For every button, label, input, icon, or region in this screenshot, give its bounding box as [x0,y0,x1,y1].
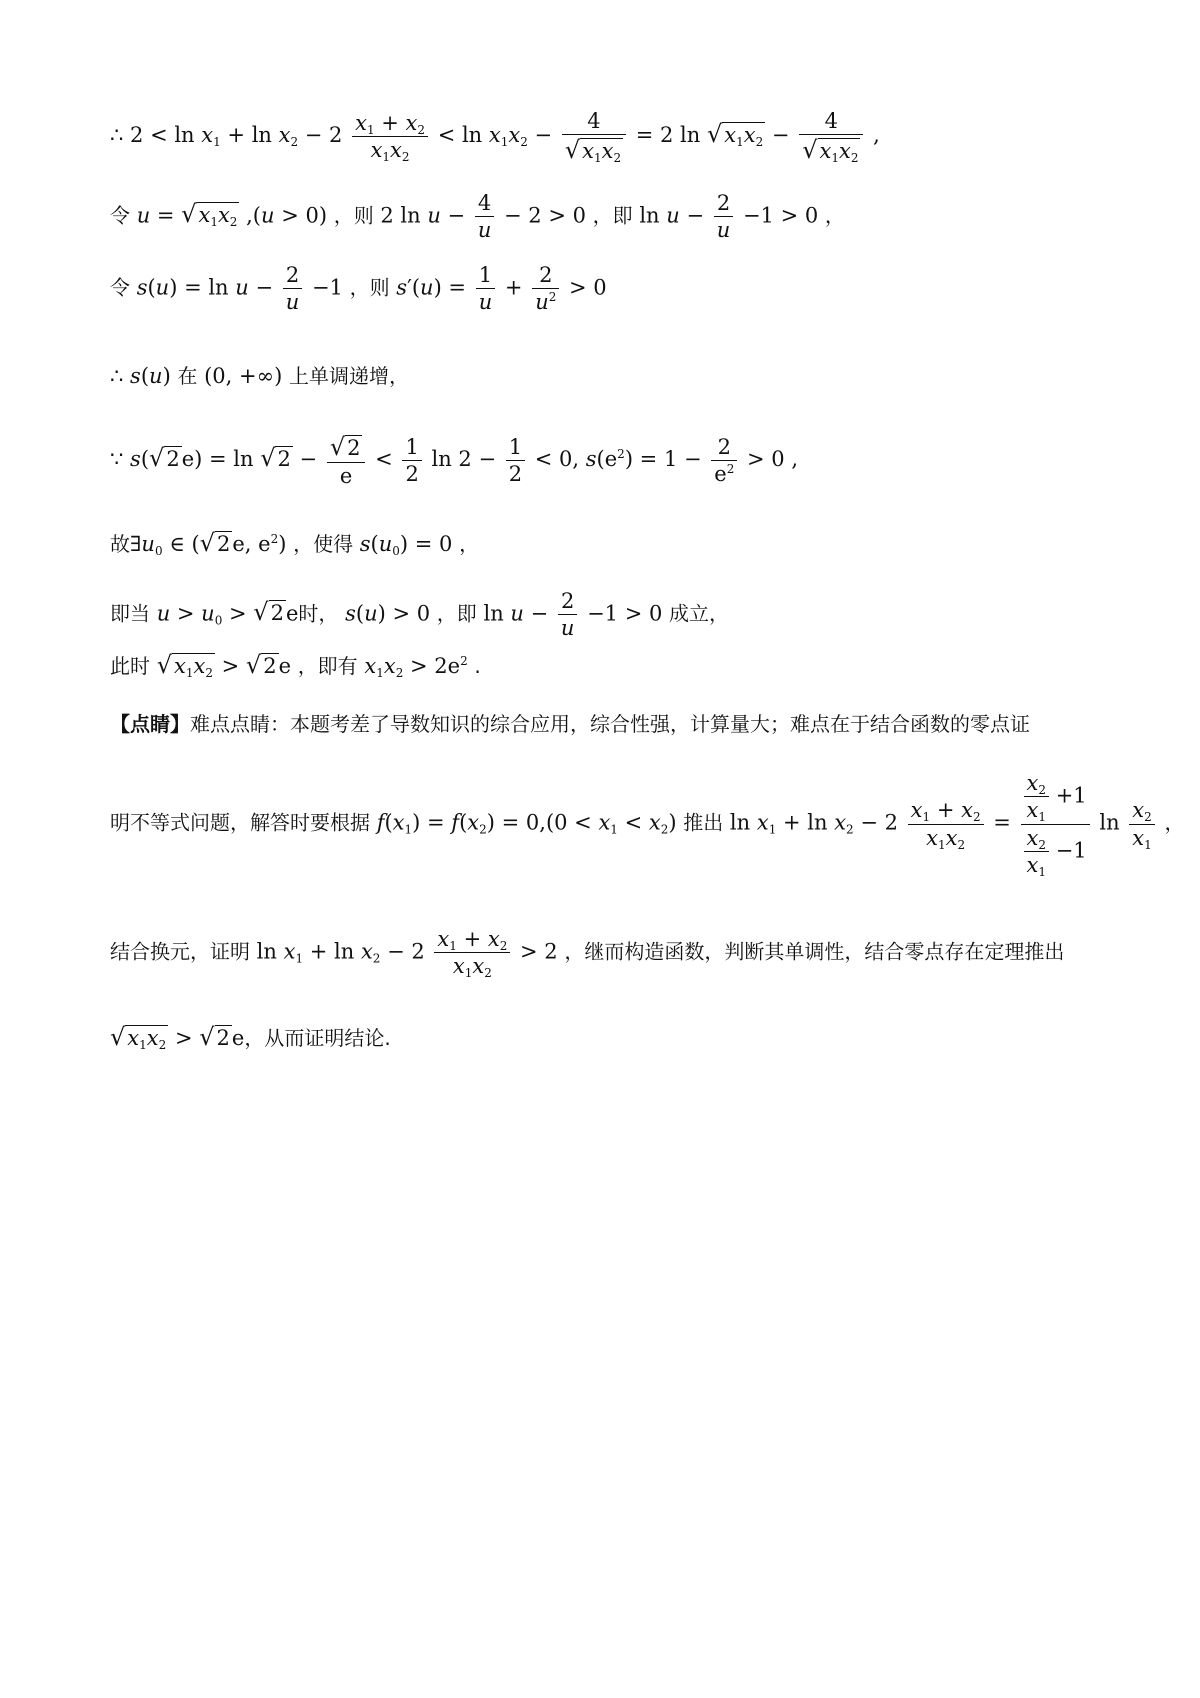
text-ji-2: ，即 [436,601,477,626]
text-chengli: 成立， [669,601,730,626]
dianjing-line-4: $√x_1x_2 > √2e$，从而证明结论. [110,1023,391,1052]
text-shide: ，使得 [293,532,354,556]
equation-line-1: ∴ $2 < \ln x_1 + \ln x_2 - 2$ $\frac{x_1 + x_2}{x_1x_2}$ < $\ln x_1x_2$ − $\frac{4}{√x_1x_2}$ = 2 $\ln √x_1x_2$ − $\frac{4}{√x_1x_2}$ , [110,109,880,166]
dianjing-text-a: 明不等式问题，解答时要根据 [110,810,370,835]
equation-line-4: ∴ s(u) 在 (0, +∞) 上单调递增， [110,364,409,388]
dianjing-line-1 [110,708,1030,737]
equation-line-5: ∵ s(√2e) = ln √2 − $\frac{√2}{e}$ < $\frac{1}{2}$ ln 2 − $\frac{1}{2}$ < 0, $s(e^2) = 1$ − $\frac{2}{e^2}$ > 0 , [110,433,799,488]
text-zai: 在 [177,364,198,388]
dianjing-conclusion: ，从而证明结论. [244,1026,391,1050]
text-jiyou: ，即有 [297,654,358,678]
equation-line-8: 此时 $√x_1x_2 > √2e$ ，即有 $x_1x_2 > 2e^2$ . [110,651,481,680]
text-period: . [474,654,481,678]
text-jidang: 即当 [110,601,150,626]
dianjing-line-3: 结合换元，证明 $\ln x_1 + \ln x_2 - 2$ $\frac{x_1 + x_2}{x_1x_2}$ > 2 ，继而构造函数，判断其单调性，结合零点存在定理推出 [110,927,1065,981]
dianjing-text-b: 推出 [683,810,724,835]
equation-line-2: 令 $u = √x_1x_2$ ,(u > 0) ，则 2 ln u − $\frac{4}{u}$ − 2 > 0 ，即 ln u − $\frac{2}{u}$ −1 > 0 ， [110,191,845,243]
dianjing-label: 【点睛】 [110,712,190,736]
text-cishi: 此时 [110,654,150,678]
text-comma: ， [824,203,845,228]
text-monotone: 上单调递增， [288,364,409,388]
text-ling: 令 [110,203,130,228]
dianjing-text-c: 结合换元，证明 [110,939,250,964]
equation-line-3: 令 s(u) = ln u − $\frac{2}{u}$ −1 ，则 s′(u) = $\frac{1}{u}$ + $\frac{2}{u^2}$ > 0 [110,263,607,315]
dianjing-line-2: 明不等式问题，解答时要根据 $f(x_1) = f(x_2) = 0,(0 < x_1 < x_2)$ 推出 $\ln x_1 + \ln x_2 - 2$ $\frac{x_1 + x_2}{x_1x_2}$ = $\frac{x_2}{x_1}$ +1 $\frac{x_2}{x_1}$ −1 ln $\frac{x_2}{x_1}$ ， [110,771,1185,879]
text-ji: ，即 [592,203,633,228]
dianjing-comma: ， [1164,810,1185,835]
text-shi: 时， [298,601,339,626]
dianjing-text-d: ，继而构造函数，判断其单调性，结合零点存在定理推出 [564,939,1065,964]
equation-line-6: 故$\exists u_0$ ∈ (√2e, $e^2$) ，使得 $s(u_0) = 0$ ， [110,529,480,558]
equation-line-7: 即当 $u > u_0 > √2e$时， s(u) > 0 ，即 ln u − $\frac{2}{u}$ −1 > 0 成立， [110,589,730,641]
text-gu: 故 [110,532,130,556]
dianjing-body: 难点点睛：本题考差了导数知识的综合应用，综合性强，计算量大；难点在于结合函数的零点证 [190,712,1030,736]
text-ze-2: ，则 [349,275,390,300]
text-ze: ，则 [333,203,374,228]
text-comma-2: ， [459,532,480,556]
text-ling-2: 令 [110,275,130,300]
